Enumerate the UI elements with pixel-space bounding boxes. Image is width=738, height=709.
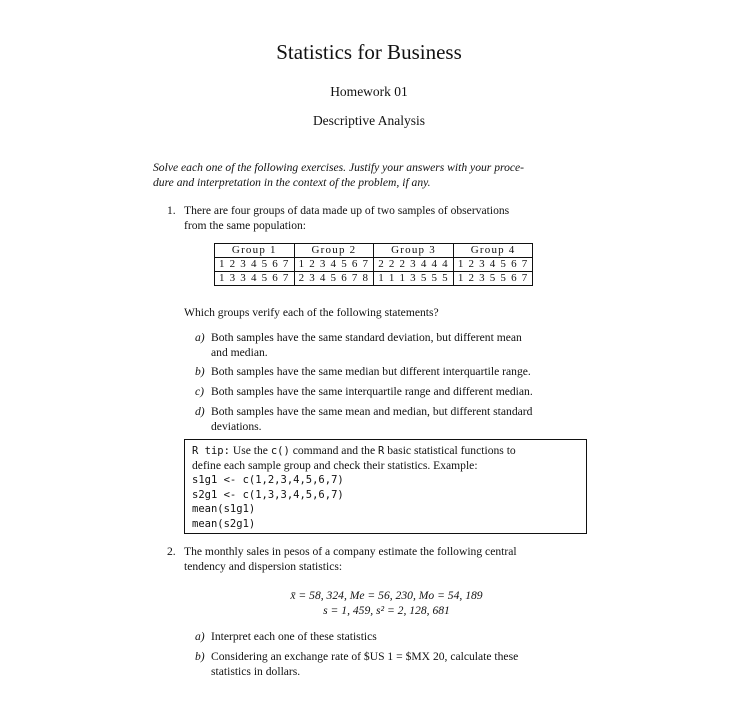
table-row — [215, 258, 533, 272]
item-label: b) — [195, 365, 205, 378]
table-cell: 2 3 4 5 6 7 8 — [294, 272, 374, 286]
table-cell: 1 2 3 4 5 6 7 — [294, 258, 374, 272]
list-item — [211, 364, 591, 379]
table-row — [215, 272, 533, 286]
table-header-cell: Group 1 — [215, 244, 295, 258]
document-title: Statistics for Business — [276, 40, 462, 64]
item-line: deviations. — [211, 420, 262, 433]
instructions — [153, 160, 593, 190]
item-line: Interpret each one of these statistics — [211, 630, 377, 643]
r-tip-line-1 — [192, 443, 584, 459]
code-block — [192, 473, 344, 531]
r-tip-box — [184, 439, 587, 534]
item-line: statistics in dollars. — [211, 665, 301, 678]
item-line: Both samples have the same median but different interquartile range. — [211, 365, 531, 378]
formula-line-1: x̄ = 58, 324, Me = 56, 230, Mo = 54, 189 — [290, 589, 483, 602]
exercise-1-line-1: There are four groups of data made up of two samples of observations — [184, 204, 510, 217]
exercise-2-line-2: tendency and dispersion statistics: — [184, 560, 343, 573]
item-label: d) — [195, 405, 205, 418]
table-cell: 2 2 2 3 4 4 4 — [374, 258, 454, 272]
r-tip-text: Use the — [229, 444, 271, 457]
list-item — [211, 330, 591, 360]
code-line: mean(s1g1) — [192, 503, 256, 515]
item-line: Both samples have the same standard deviation, but different mean — [211, 331, 522, 344]
item-line: Both samples have the same mean and median, but different standard — [211, 405, 533, 418]
exercise-2-statement — [184, 544, 589, 574]
item-label: a) — [195, 331, 205, 344]
inline-code: R — [378, 445, 385, 457]
table-header-cell: Group 3 — [374, 244, 454, 258]
code-line: s2g1 <- c(1,3,3,4,5,6,7) — [192, 488, 344, 501]
exercise-2-number: 2. — [167, 545, 176, 558]
table-cell: 1 1 1 3 5 5 5 — [374, 272, 454, 286]
exercise-1-statement — [184, 203, 589, 233]
table-header-cell: Group 4 — [453, 244, 533, 258]
exercise-1-line-2: from the same population: — [184, 219, 307, 232]
table-cell: 1 2 3 4 5 6 7 — [453, 258, 533, 272]
instructions-line-2: dure and interpretation in the context of the problem, if any. — [153, 176, 431, 189]
exercise-2-line-1: The monthly sales in pesos of a company estimate the following central — [184, 545, 517, 558]
item-label: b) — [195, 650, 205, 663]
table-cell: 1 2 3 4 5 6 7 — [215, 258, 295, 272]
item-line: and median. — [211, 346, 268, 359]
r-tip-keyword: R tip: — [192, 445, 230, 457]
formula-line-2: s = 1, 459, s² = 2, 128, 681 — [323, 604, 450, 617]
groups-table — [214, 243, 533, 286]
table-header-row — [215, 244, 533, 258]
homework-topic: Descriptive Analysis — [312, 113, 426, 128]
r-tip-text: command and the — [289, 444, 379, 457]
exercise-1-number: 1. — [167, 204, 176, 217]
exercise-1-question: Which groups verify each of the following statements? — [184, 306, 439, 319]
code-line: mean(s2g1) — [192, 517, 256, 530]
table-cell: 1 3 3 4 5 6 7 — [215, 272, 295, 286]
code-line: s1g1 <- c(1,2,3,4,5,6,7) — [192, 474, 344, 486]
instructions-line-1: Solve each one of the following exercises. Justify your answers with your proce- — [153, 161, 525, 174]
item-line: Both samples have the same interquartile range and different median. — [211, 385, 533, 398]
table-cell: 1 2 3 5 5 6 7 — [453, 272, 533, 286]
item-label: a) — [195, 630, 205, 643]
homework-number: Homework 01 — [330, 84, 408, 99]
item-line: Considering an exchange rate of $US 1 = $MX 20, calculate these — [211, 650, 519, 663]
table-header-cell: Group 2 — [294, 244, 374, 258]
item-label: c) — [195, 385, 205, 398]
r-tip-text: basic statistical functions to — [384, 444, 516, 457]
list-item — [211, 404, 591, 434]
r-tip-line-2: define each sample group and check their statistics. Example: — [192, 459, 478, 472]
list-item — [211, 384, 591, 399]
inline-code: c() — [270, 445, 290, 457]
list-item — [211, 629, 591, 644]
list-item — [211, 649, 591, 679]
